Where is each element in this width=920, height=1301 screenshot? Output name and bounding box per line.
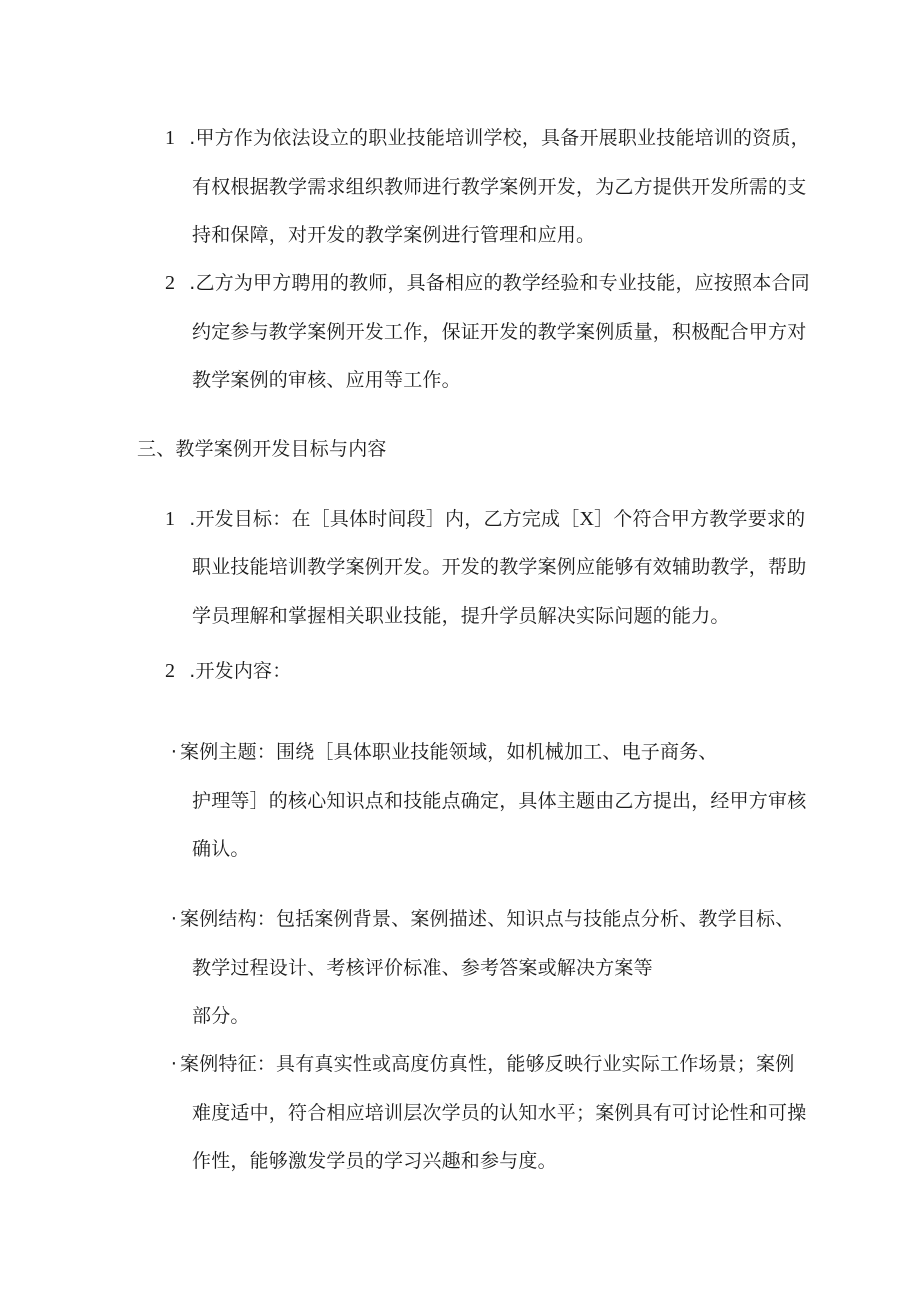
item-2-first-line bbox=[165, 270, 810, 296]
goal-text-pre: .开发目标：在［具体时间段］内，乙方完成［ bbox=[189, 508, 580, 530]
item-number: 2 bbox=[165, 272, 176, 294]
item-number: 1 bbox=[165, 127, 176, 149]
bullet-features-line-3: 作性，能够激发学员的学习兴趣和参与度。 bbox=[192, 1150, 557, 1172]
content-heading-line bbox=[165, 658, 291, 684]
bullet-text: 案例结构：包括案例背景、案例描述、知识点与技能点分析、教学目标、 bbox=[180, 908, 795, 930]
bullet-marker: · bbox=[170, 908, 178, 930]
item-text: .甲方作为依法设立的职业技能培训学校，具备开展职业技能培训的资质， bbox=[189, 127, 810, 149]
item-1-first-line bbox=[165, 125, 810, 151]
goal-line-3: 学员理解和掌握相关职业技能，提升学员解决实际问题的能力。 bbox=[192, 605, 730, 627]
item-1-line-2: 有权根据教学需求组织教师进行教学案例开发，为乙方提供开发所需的支 bbox=[192, 176, 807, 198]
bullet-structure-line-2: 教学过程设计、考核评价标准、参考答案或解决方案等 bbox=[192, 957, 653, 979]
item-number: 1 bbox=[165, 508, 176, 530]
bullet-text: 案例主题：围绕［具体职业技能领域，如机械加工、电子商务、 bbox=[180, 741, 718, 763]
case-count-placeholder: X bbox=[579, 508, 595, 530]
item-2-line-2: 约定参与教学案例开发工作，保证开发的教学案例质量，积极配合甲方对 bbox=[192, 321, 807, 343]
bullet-marker: · bbox=[170, 1053, 178, 1075]
bullet-theme-first-line bbox=[168, 739, 718, 765]
goal-first-line bbox=[165, 506, 805, 532]
item-number: 2 bbox=[165, 660, 176, 682]
bullet-marker: · bbox=[170, 741, 178, 763]
bullet-structure-line-3: 部分。 bbox=[192, 1005, 250, 1027]
bullet-text: 案例特征：具有真实性或高度仿真性，能够反映行业实际工作场景；案例 bbox=[180, 1053, 795, 1075]
item-1-line-3: 持和保障，对开发的教学案例进行管理和应用。 bbox=[192, 224, 596, 246]
goal-text-post: ］个符合甲方教学要求的 bbox=[594, 508, 806, 530]
item-text: .乙方为甲方聘用的教师，具备相应的教学经验和专业技能，应按照本合同 bbox=[189, 272, 810, 294]
bullet-theme-line-3: 确认。 bbox=[192, 838, 250, 860]
bullet-features-first-line bbox=[168, 1051, 794, 1077]
bullet-structure-first-line bbox=[168, 906, 794, 932]
item-2-line-3: 教学案例的审核、应用等工作。 bbox=[192, 369, 461, 391]
bullet-theme-line-2: 护理等］的核心知识点和技能点确定，具体主题由乙方提出，经甲方审核 bbox=[192, 790, 807, 812]
goal-line-2: 职业技能培训教学案例开发。开发的教学案例应能够有效辅助教学，帮助 bbox=[192, 556, 807, 578]
content-heading: .开发内容： bbox=[189, 660, 292, 682]
section-heading: 三、教学案例开发目标与内容 bbox=[137, 438, 387, 460]
bullet-features-line-2: 难度适中，符合相应培训层次学员的认知水平；案例具有可讨论性和可操 bbox=[192, 1102, 807, 1124]
